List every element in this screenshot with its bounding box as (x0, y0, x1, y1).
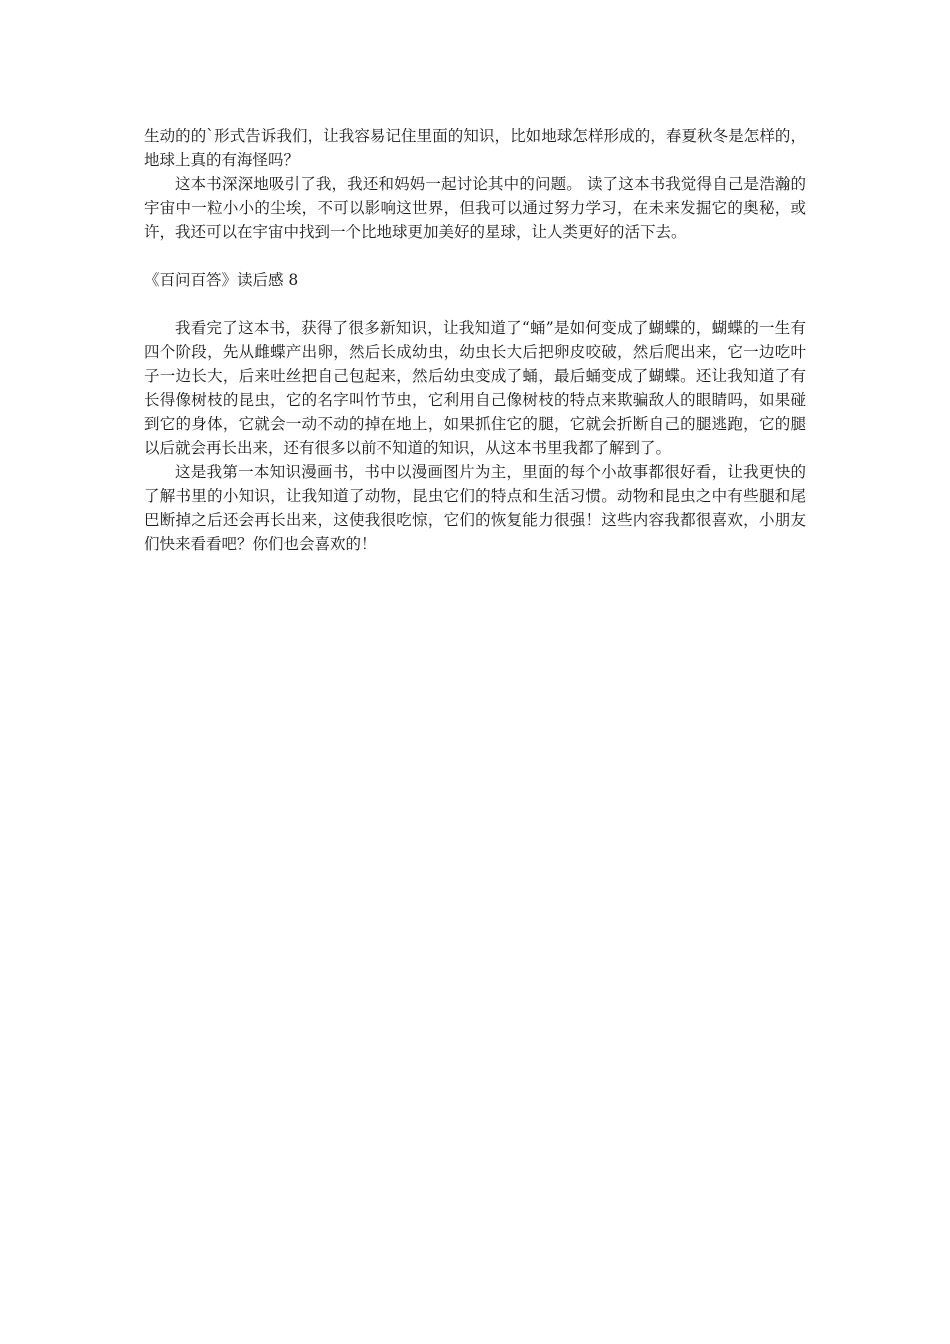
paragraph: 我看完了这本书，获得了很多新知识，让我知道了“蛹”是如何变成了蝴蝶的，蝴蝶的一生有四个阶段，先从雌蝶产出卵，然后长成幼虫，幼虫长大后把卵皮咬破，然后爬出来，它一边吃叶子一边长大，后来吐丝把自己包起来，然后幼虫变成了蛹，最后蛹变成了蝴蝶。还让我知道了有长得像树枝的昆虫，它的名字叫竹节虫，它利用自己像树枝的特点来欺骗敌人的眼睛吗，如果碰到它的身体，它就会一动不动的掉在地上，如果抓住它的腿，它就会折断自己的腿逃跑，它的腿以后就会再长出来，还有很多以前不知道的知识，从这本书里我都了解到了。 (144, 319, 806, 457)
document-body (144, 124, 806, 556)
paragraph: 这是我第一本知识漫画书，书中以漫画图片为主，里面的每个小故事都很好看，让我更快的了解书里的小知识，让我知道了动物，昆虫它们的特点和生活习惯。动物和昆虫之中有些腿和尾巴断掉之后还会再长出来，这使我很吃惊，它们的恢复能力很强！这些内容我都很喜欢，小朋友们快来看看吧？你们也会喜欢的！ (144, 463, 806, 553)
paragraph-continuation: 生动的的`形式告诉我们，让我容易记住里面的知识，比如地球怎样形成的，春夏秋冬是怎样的，地球上真的有海怪吗？ (144, 127, 806, 169)
paragraph: 这本书深深地吸引了我，我还和妈妈一起讨论其中的问题。 读了这本书我觉得自己是浩瀚的宇宙中一粒小小的尘埃，不可以影响这世界，但我可以通过努力学习，在未来发掘它的奥秘，或许，我还可以在宇宙中找到一个比地球更加美好的星球，让人类更好的活下去。 (144, 175, 806, 241)
section-heading: 《百问百答》读后感 8 (144, 271, 299, 289)
